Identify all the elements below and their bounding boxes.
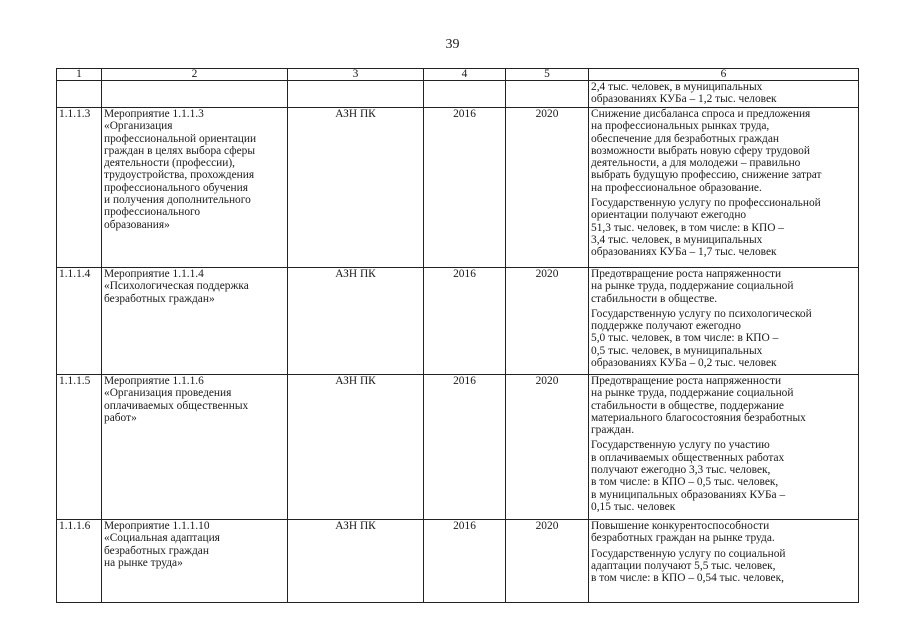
executor: АЗН ПК	[288, 375, 424, 520]
measure-name-line: Мероприятие 1.1.1.4	[104, 268, 204, 280]
end-year: 2020	[506, 268, 589, 375]
start-year: 2016	[424, 268, 506, 375]
measure-number: 1.1.1.3	[57, 108, 102, 268]
measure-name-line: безработных граждан	[104, 544, 209, 557]
result-line: адаптации получают 5,5 тыс. человек,	[591, 559, 776, 572]
measure-name-line: «Психологическая поддержка	[104, 280, 249, 293]
carryover-row	[57, 81, 859, 108]
result-line: безработных граждан на рынке труда.	[591, 532, 775, 545]
measure-row	[57, 520, 859, 603]
start-year: 2016	[424, 520, 506, 603]
result-line: в муниципальных образованиях КУБа –	[591, 488, 786, 501]
executor: АЗН ПК	[288, 268, 424, 375]
column-number-row	[57, 69, 859, 81]
measure-row	[57, 268, 859, 375]
result-line: Повышение конкурентоспособности	[591, 520, 770, 532]
result-line: образованиях КУБа – 1,7 тыс. человек	[591, 246, 777, 259]
carryover-result-cell	[589, 81, 859, 108]
measure-name-cell	[102, 108, 288, 268]
measure-name-line: деятельности (профессии),	[104, 157, 235, 170]
column-header: 5	[506, 69, 589, 81]
result-line: возможности выбрать новую сферу трудовой	[591, 144, 810, 157]
measure-name-line: Мероприятие 1.1.1.3	[104, 108, 204, 120]
measure-name-cell	[102, 375, 288, 520]
measure-name-line: Мероприятие 1.1.1.6	[104, 375, 204, 387]
measure-name-line: профессиональной ориентации	[104, 132, 257, 145]
result-line: Государственную услугу по социальной	[591, 547, 786, 560]
result-line: граждан.	[591, 424, 635, 437]
end-year: 2020	[506, 520, 589, 603]
result-line: обеспечение для безработных граждан	[591, 132, 779, 145]
measure-number: 1.1.1.6	[57, 520, 102, 603]
executor: АЗН ПК	[288, 108, 424, 268]
measure-name-cell	[102, 520, 288, 603]
measure-name-line: на рынке труда»	[104, 556, 183, 569]
result-line: в том числе: в КПО – 0,5 тыс. человек,	[591, 476, 779, 489]
result-line: на профессиональное образование.	[591, 181, 762, 194]
result-line: материального благосостояния безработных	[591, 411, 806, 424]
end-year: 2020	[506, 108, 589, 268]
measure-name-line: «Организация проведения	[104, 387, 232, 400]
result-line: на рынке труда, поддержание социальной	[591, 280, 794, 293]
start-year: 2016	[424, 375, 506, 520]
page-number: 39	[445, 37, 460, 52]
result-line: Государственную услугу по участию	[591, 439, 770, 452]
expected-result-cell	[589, 108, 859, 268]
measure-name-line: профессионального обучения	[104, 181, 248, 194]
result-line: образованиях КУБа – 1,2 тыс. человек	[591, 93, 777, 106]
measure-number: 1.1.1.4	[57, 268, 102, 375]
column-header: 6	[589, 69, 859, 81]
result-line: выбрать будущую профессию, снижение затрат	[591, 169, 822, 182]
result-line: поддержке получают ежегодно	[591, 320, 741, 333]
measure-name-line: трудоустройства, прохождения	[104, 169, 255, 182]
executor: АЗН ПК	[288, 520, 424, 603]
measure-name-cell	[102, 268, 288, 375]
start-year: 2016	[424, 108, 506, 268]
expected-result-cell	[589, 375, 859, 520]
result-line: в том числе: в КПО – 0,54 тыс. человек,	[591, 572, 784, 585]
column-header: 3	[288, 69, 424, 81]
measure-name-line: образования»	[104, 218, 170, 231]
measure-name-line: «Организация	[104, 120, 173, 133]
measure-name-line: работ»	[104, 411, 137, 424]
result-line: 0,15 тыс. человек	[591, 500, 676, 513]
measure-name-line: безработных граждан»	[104, 292, 215, 305]
result-line: на профессиональных рынках труда,	[591, 120, 770, 133]
result-line: на рынке труда, поддержание социальной	[591, 387, 794, 400]
measure-name-line: «Социальная адаптация	[104, 532, 220, 545]
result-line: 51,3 тыс. человек, в том числе: в КПО –	[591, 221, 784, 234]
expected-result-cell	[589, 520, 859, 603]
measure-row	[57, 108, 859, 268]
result-line: стабильности в обществе, поддержание	[591, 399, 784, 412]
result-line: ориентации получают ежегодно	[591, 209, 747, 222]
result-line: Государственную услугу по психологической	[591, 307, 812, 320]
result-line: Государственную услугу по профессиональной	[591, 197, 821, 210]
end-year: 2020	[506, 375, 589, 520]
result-line: 5,0 тыс. человек, в том числе: в КПО –	[591, 332, 779, 345]
result-line: в оплачиваемых общественных работах	[591, 451, 785, 464]
result-line: Предотвращение роста напряженности	[591, 268, 782, 280]
measure-name-line: граждан в целях выбора сферы	[104, 144, 256, 157]
result-line: Снижение дисбаланса спроса и предложения	[591, 108, 811, 120]
expected-result-cell	[589, 268, 859, 375]
measure-name-line: Мероприятие 1.1.1.10	[104, 520, 210, 532]
measure-name-line: оплачиваемых общественных	[104, 399, 249, 412]
column-header: 4	[424, 69, 506, 81]
column-header: 1	[57, 69, 102, 81]
measure-name-line: и получения дополнительного	[104, 194, 251, 207]
measure-name-line: профессионального	[104, 206, 201, 219]
measures-table	[56, 68, 859, 603]
result-line: 2,4 тыс. человек, в муниципальных	[591, 81, 763, 93]
measure-row	[57, 375, 859, 520]
result-line: Предотвращение роста напряженности	[591, 375, 782, 387]
column-header: 2	[102, 69, 288, 81]
result-line: получают ежегодно 3,3 тыс. человек,	[591, 464, 771, 477]
result-line: 3,4 тыс. человек, в муниципальных	[591, 233, 763, 246]
measure-number: 1.1.1.5	[57, 375, 102, 520]
result-line: образованиях КУБа – 0,2 тыс. человек	[591, 357, 777, 370]
result-line: стабильности в обществе.	[591, 292, 718, 305]
result-line: 0,5 тыс. человек, в муниципальных	[591, 344, 763, 357]
result-line: деятельности, а для молодежи – правильно	[591, 157, 801, 170]
